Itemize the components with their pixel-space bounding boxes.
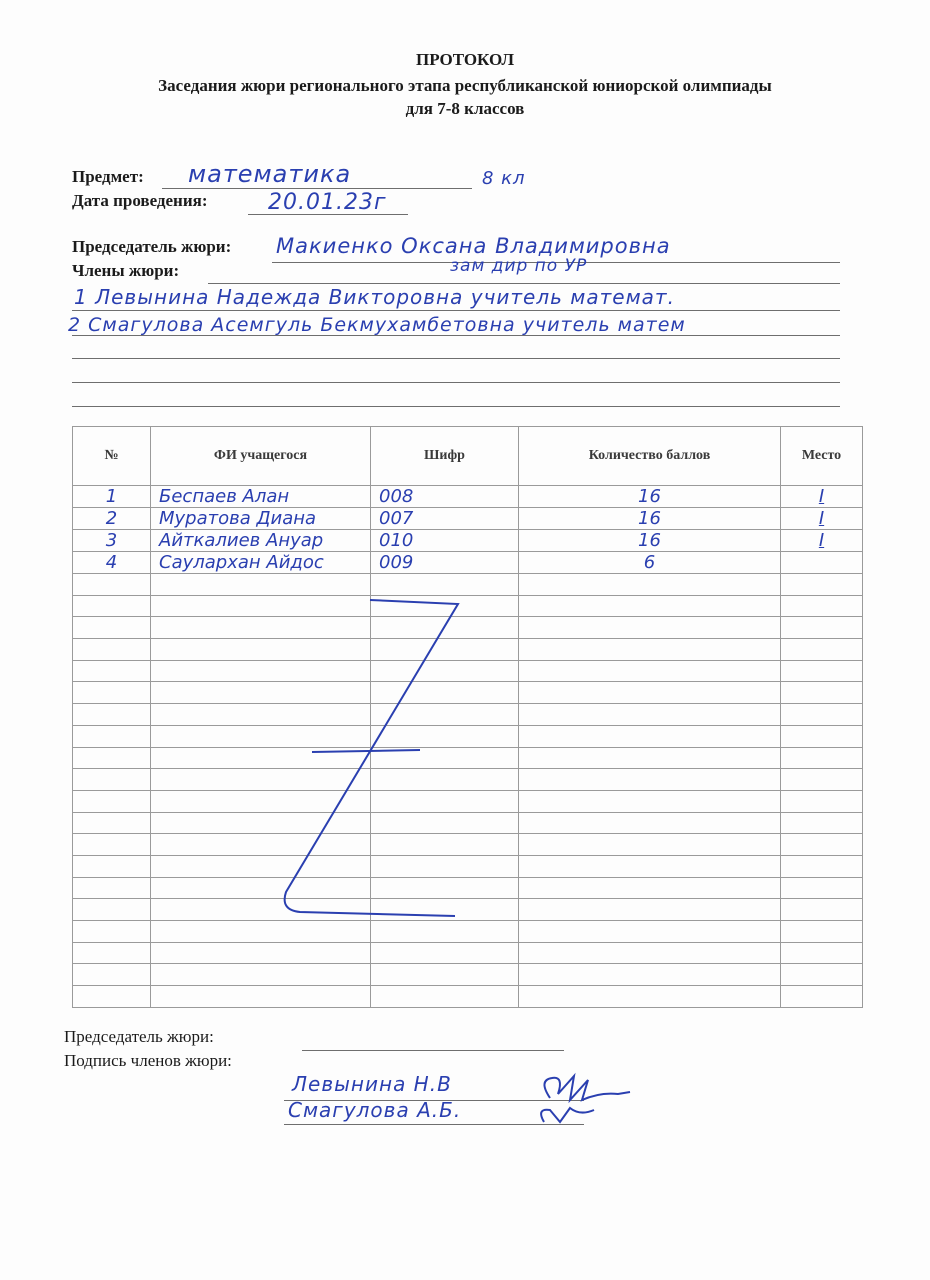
chair-signature-label: Председатель жюри: <box>64 1027 214 1046</box>
row-number: 3 <box>73 530 151 552</box>
members-label: Члены жюри: <box>72 261 180 280</box>
subject-value: математика <box>188 160 352 188</box>
chair-signature-line <box>302 1050 564 1051</box>
student-code: 008 <box>371 486 519 508</box>
header-student-name: ФИ учащегося <box>151 427 371 486</box>
member-signature-2-name: Смагулова А.Б. <box>288 1098 462 1122</box>
member-1: 1 Левынина Надежда Викторовна учитель математ. <box>74 285 675 309</box>
document-subtitle: Заседания жюри регионального этапа республиканской юниорской олимпиады <box>158 76 772 95</box>
document-grades: для 7-8 классов <box>405 99 525 118</box>
chair-value: Макиенко Оксана Владимировна <box>276 234 671 258</box>
members-signature-label: Подпись членов жюри: <box>64 1051 232 1070</box>
student-name: Айткалиев Ануар <box>151 530 371 552</box>
student-code: 010 <box>371 530 519 552</box>
signature-scribbles <box>530 1070 650 1130</box>
header-place: Место <box>781 427 863 486</box>
document-title: ПРОТОКОЛ <box>415 50 514 69</box>
chair-label: Председатель жюри: <box>72 237 232 256</box>
student-place: I <box>781 530 863 552</box>
row-number: 2 <box>73 508 151 530</box>
student-code: 009 <box>371 552 519 574</box>
student-place: I <box>781 486 863 508</box>
student-place: I <box>781 508 863 530</box>
subject-label: Предмет: <box>72 167 144 186</box>
row-number: 4 <box>73 552 151 574</box>
member-signature-1-name: Левынина Н.В <box>292 1072 452 1096</box>
student-score: 6 <box>519 552 781 574</box>
date-value: 20.01.23г <box>268 190 387 215</box>
student-score: 16 <box>519 486 781 508</box>
header-score: Количество баллов <box>519 427 781 486</box>
student-name: Беспаев Алан <box>151 486 371 508</box>
student-name: Саулархан Айдос <box>151 552 371 574</box>
student-name: Муратова Диана <box>151 508 371 530</box>
member-2: 2 Смагулова Асемгуль Бекмухамбетовна учитель матем <box>68 314 686 336</box>
date-label: Дата проведения: <box>72 191 208 210</box>
subject-grade: 8 кл <box>482 168 526 189</box>
student-score: 16 <box>519 508 781 530</box>
row-number: 1 <box>73 486 151 508</box>
student-score: 16 <box>519 530 781 552</box>
header-code: Шифр <box>371 427 519 486</box>
student-code: 007 <box>371 508 519 530</box>
header-number: № <box>73 427 151 486</box>
chair-note: зам дир по УР <box>450 256 588 276</box>
